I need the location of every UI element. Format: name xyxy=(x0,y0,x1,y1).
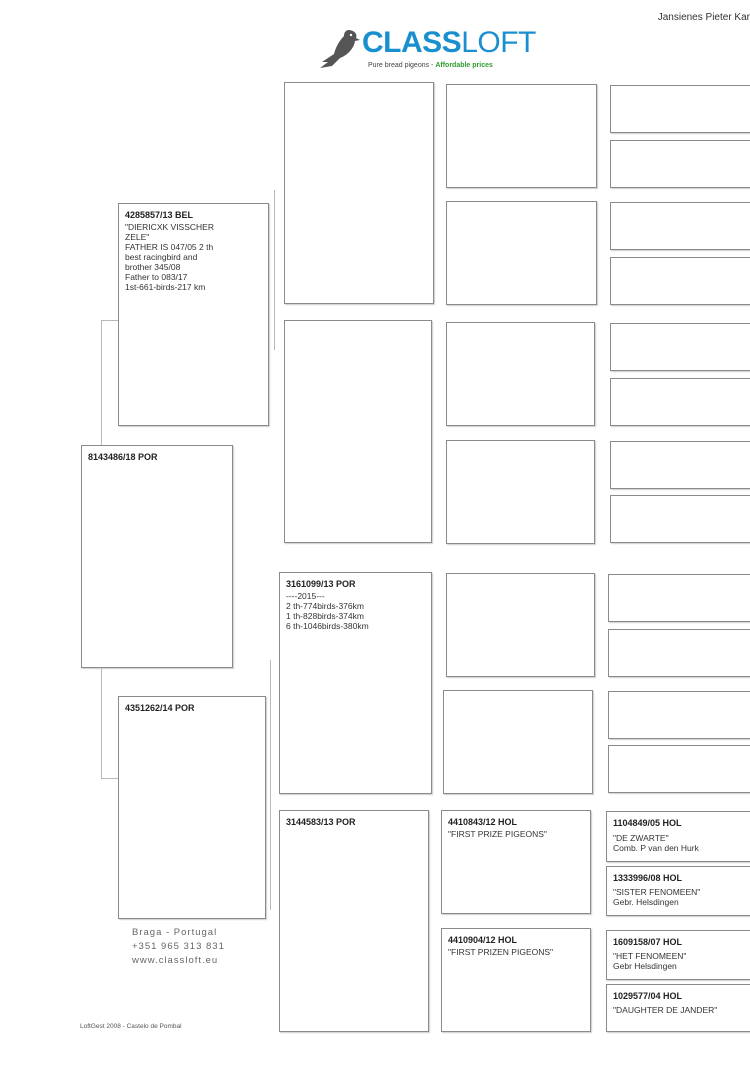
great-grandparent-card[interactable] xyxy=(443,690,593,794)
pigeon-notes: "DIERICXK VISSCHER ZELE" FATHER IS 047/05 2 th best racingbird and brother 345/08 Father to 083/17 1st-661-birds-217 km xyxy=(125,222,214,292)
gg-grandparent-card[interactable] xyxy=(606,930,750,980)
gg-grandparent-card[interactable] xyxy=(610,257,750,305)
pigeon-notes: "FIRST PRIZE PIGEONS" xyxy=(448,829,547,839)
ring-number: 1104849/05 HOL xyxy=(613,818,682,828)
contact-info xyxy=(132,926,225,968)
logo-tagline: Pure bread pigeons - Affordable prices xyxy=(368,62,493,69)
grandparent-card[interactable] xyxy=(279,810,429,1032)
ring-number: 4410904/12 HOL xyxy=(448,935,518,945)
gg-grandparent-card[interactable] xyxy=(608,629,750,677)
pigeon-notes: "HET FENOMEEN" Gebr Helsdingen xyxy=(613,951,687,971)
gg-grandparent-card[interactable] xyxy=(606,811,750,862)
connector-line xyxy=(270,660,271,910)
mother-card[interactable] xyxy=(118,696,266,919)
footer-credit: LoftGest 2008 - Castelo de Pombal xyxy=(80,1023,182,1030)
gg-grandparent-card[interactable] xyxy=(610,202,750,250)
contact-phone: +351 965 313 831 xyxy=(132,941,225,952)
great-grandparent-card[interactable] xyxy=(441,810,591,914)
contact-website[interactable]: www.classloft.eu xyxy=(132,955,219,966)
great-grandparent-card[interactable] xyxy=(446,573,595,677)
ring-number: 4410843/12 HOL xyxy=(448,817,518,827)
gg-grandparent-card[interactable] xyxy=(610,85,750,133)
logo-wordmark: CLASSLOFT xyxy=(362,26,536,59)
ring-number: 1333996/08 HOL xyxy=(613,873,683,883)
gg-grandparent-card[interactable] xyxy=(606,984,750,1032)
gg-grandparent-card[interactable] xyxy=(610,495,750,543)
connector-line xyxy=(101,320,118,321)
gg-grandparent-card[interactable] xyxy=(608,745,750,793)
gg-grandparent-card[interactable] xyxy=(610,140,750,188)
gg-grandparent-card[interactable] xyxy=(608,574,750,622)
gg-grandparent-card[interactable] xyxy=(608,691,750,739)
great-grandparent-card[interactable] xyxy=(446,440,595,544)
ring-number: 1029577/04 HOL xyxy=(613,991,683,1001)
pigeon-notes: "FIRST PRIZEN PIGEONS" xyxy=(448,947,554,957)
subject-card[interactable] xyxy=(81,445,233,668)
gg-grandparent-card[interactable] xyxy=(610,323,750,371)
connector-line xyxy=(101,320,102,446)
grandparent-card[interactable] xyxy=(284,320,432,543)
gg-grandparent-card[interactable] xyxy=(610,378,750,426)
gg-grandparent-card[interactable] xyxy=(606,866,750,916)
ring-number: 4351262/14 POR xyxy=(125,703,195,713)
pigeon-logo-icon xyxy=(318,28,362,70)
owner-name: Jansienes Pieter Kar xyxy=(657,12,750,23)
great-grandparent-card[interactable] xyxy=(446,84,597,188)
ring-number: 1609158/07 HOL xyxy=(613,937,683,947)
connector-line xyxy=(101,778,118,779)
great-grandparent-card[interactable] xyxy=(446,322,595,426)
ring-number: 4285857/13 BEL xyxy=(125,210,194,220)
connector-line xyxy=(101,668,102,778)
father-card[interactable] xyxy=(118,203,269,426)
grandparent-card[interactable] xyxy=(284,82,434,304)
ring-number: 3161099/13 POR xyxy=(286,579,356,589)
great-grandparent-card[interactable] xyxy=(446,201,597,305)
pigeon-notes: ----2015--- 2 th-774birds-376km 1 th-828birds-374km 6 th-1046birds-380km xyxy=(286,591,369,631)
classloft-logo xyxy=(318,26,538,72)
pigeon-notes: "DE ZWARTE" Comb. P van den Hurk xyxy=(613,833,699,853)
gg-grandparent-card[interactable] xyxy=(610,441,750,489)
grandparent-card[interactable] xyxy=(279,572,432,794)
contact-city: Braga - Portugal xyxy=(132,927,218,938)
pigeon-notes: "DAUGHTER DE JANDER" xyxy=(613,1005,718,1015)
connector-line xyxy=(274,190,275,350)
ring-number: 3144583/13 POR xyxy=(286,817,356,827)
great-grandparent-card[interactable] xyxy=(441,928,591,1032)
pigeon-notes: "SISTER FENOMEEN" Gebr. Helsdingen xyxy=(613,887,701,907)
ring-number: 8143486/18 POR xyxy=(88,452,158,462)
